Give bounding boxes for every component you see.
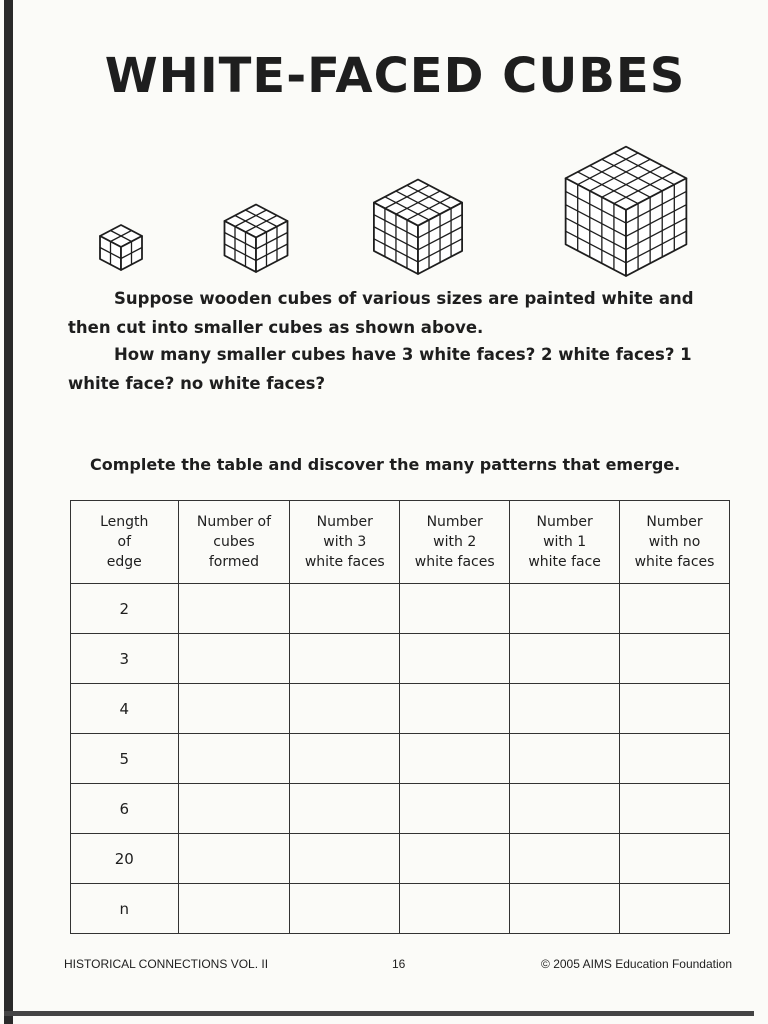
answer-cell[interactable] [178,784,290,834]
column-header-1 [178,501,290,584]
column-header-line: Number [536,514,593,530]
cubes-table [70,500,730,934]
page-title: WHITE-FACED CUBES [104,48,686,104]
footer-book-title: HISTORICAL CONNECTIONS VOL. II [64,957,269,971]
answer-cell[interactable] [400,684,510,734]
answer-cell[interactable] [510,734,620,784]
answer-cell[interactable] [290,684,400,734]
answer-cell[interactable] [290,734,400,784]
answer-cell[interactable] [400,884,510,934]
column-header-line: white face [528,554,601,570]
column-header-line: edge [106,554,142,570]
table-row [71,734,730,784]
column-header-line: with no [648,534,701,550]
answer-cell[interactable] [178,884,290,934]
answer-cell[interactable] [290,884,400,934]
answer-cell[interactable] [620,784,730,834]
column-header-line: with 1 [543,534,587,550]
bottom-page-edge [4,1011,754,1016]
answer-cell[interactable] [400,834,510,884]
problem-paragraph-1 [68,284,718,342]
column-header-line: Length [100,514,149,530]
edge-length-cell: 3 [71,634,179,684]
table-row [71,684,730,734]
cube-illustration-3 [225,205,288,273]
answer-cell[interactable] [178,734,290,784]
column-header-line: with 2 [433,534,477,550]
answer-cell[interactable] [178,634,290,684]
edge-length-cell: n [71,884,179,934]
answer-cell[interactable] [290,784,400,834]
cube-illustrations [0,110,768,290]
column-header-line: of [117,534,132,550]
answer-cell[interactable] [620,834,730,884]
table-row [71,634,730,684]
cube-illustration-2 [100,225,142,270]
page-number: 16 [392,957,406,971]
column-header-line: Number [646,514,703,530]
column-header-line: white faces [304,554,385,570]
answer-cell[interactable] [400,634,510,684]
answer-cell[interactable] [620,584,730,634]
cube-illustration-4 [374,180,462,275]
problem-text-2: How many smaller cubes have 3 white faces? 2 white faces? 1 white face? no white faces? [68,345,692,393]
answer-cell[interactable] [510,584,620,634]
answer-cell[interactable] [290,834,400,884]
table-header-row [71,501,730,584]
answer-cell[interactable] [400,784,510,834]
answer-cell[interactable] [178,584,290,634]
edge-length-cell: 20 [71,834,179,884]
column-header-line: Number of [196,514,272,530]
answer-cell[interactable] [290,584,400,634]
column-header-3 [400,501,510,584]
table-row [71,884,730,934]
edge-length-cell: 4 [71,684,179,734]
answer-cell[interactable] [510,634,620,684]
answer-cell[interactable] [620,734,730,784]
column-header-line: cubes [213,534,255,550]
column-header-line: formed [208,554,260,570]
table-row [71,584,730,634]
edge-length-cell: 2 [71,584,179,634]
answer-cell[interactable] [400,734,510,784]
table-row [71,834,730,884]
column-header-line: Number [426,514,483,530]
cube-illustration-5 [566,147,687,276]
column-header-0 [71,501,179,584]
answer-cell[interactable] [510,834,620,884]
column-header-line: white faces [634,554,715,570]
column-header-5 [620,501,730,584]
answer-cell[interactable] [178,684,290,734]
column-header-line: white faces [414,554,495,570]
column-header-2 [290,501,400,584]
edge-length-cell: 6 [71,784,179,834]
column-header-line: Number [316,514,373,530]
answer-cell[interactable] [178,834,290,884]
answer-cell[interactable] [620,634,730,684]
answer-cell[interactable] [290,634,400,684]
answer-cell[interactable] [400,584,510,634]
answer-cell[interactable] [620,884,730,934]
edge-length-cell: 5 [71,734,179,784]
column-header-line: with 3 [323,534,367,550]
problem-paragraph-2 [68,340,718,398]
answer-cell[interactable] [620,684,730,734]
column-header-4 [510,501,620,584]
answer-cell[interactable] [510,784,620,834]
table-row [71,784,730,834]
answer-cell[interactable] [510,884,620,934]
answer-cell[interactable] [510,684,620,734]
table-instructions: Complete the table and discover the many patterns that emerge. [90,455,681,474]
problem-text-1: Suppose wooden cubes of various sizes are painted white and then cut into smaller cubes as shown above. [68,289,694,337]
footer-copyright: © 2005 AIMS Education Foundation [541,957,732,971]
